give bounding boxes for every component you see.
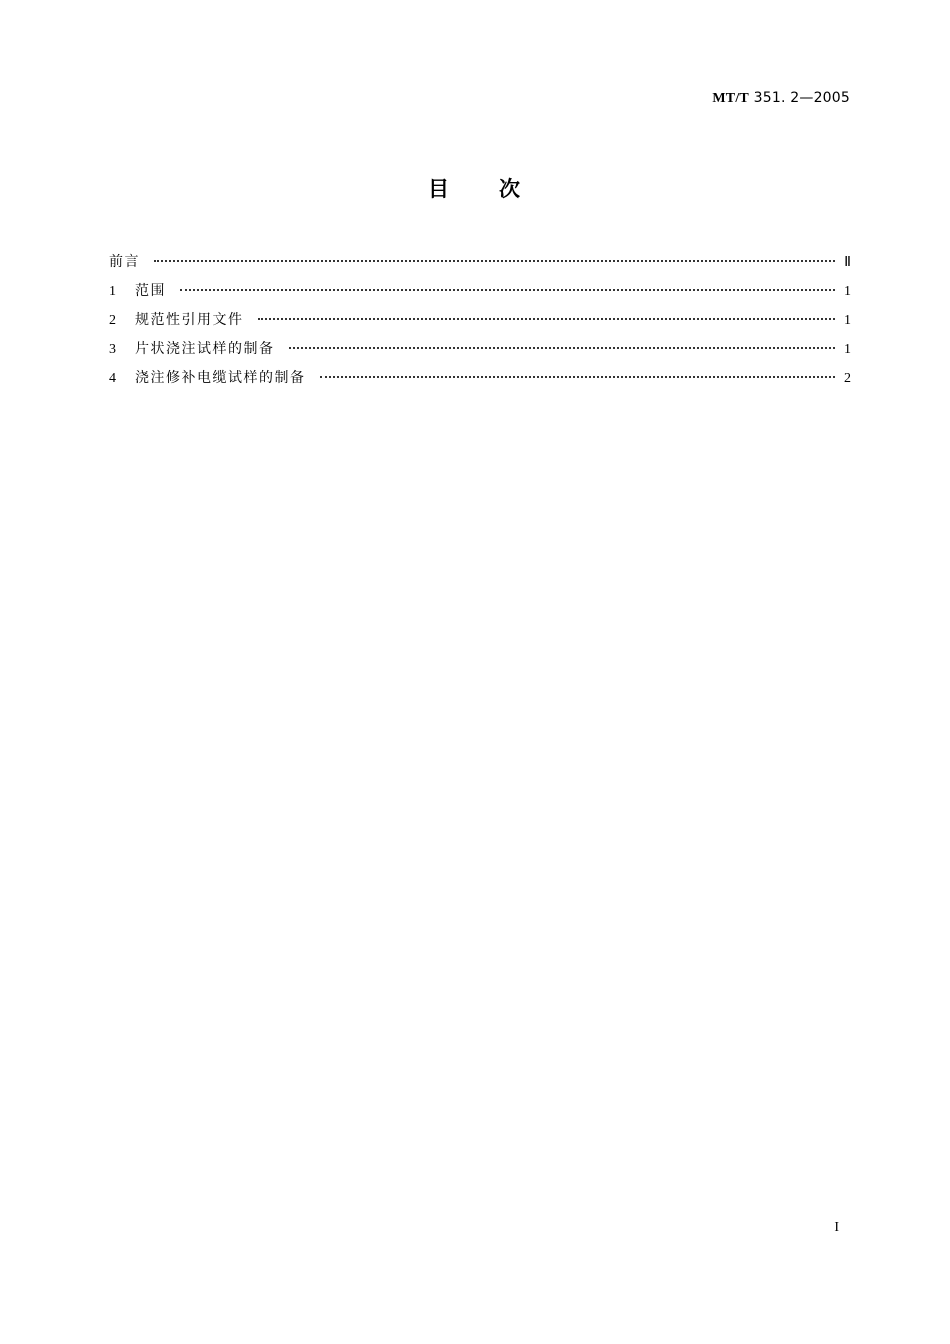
toc-entry-title: 规范性引用文件 bbox=[135, 312, 244, 328]
standard-code: 351. 2—2005 bbox=[753, 90, 850, 106]
table-of-contents bbox=[109, 252, 851, 397]
toc-entry-number: 2 bbox=[109, 313, 116, 328]
toc-entry-page: 1 bbox=[844, 313, 851, 328]
toc-entry-number: 4 bbox=[109, 371, 116, 386]
toc-entry-page: 2 bbox=[844, 371, 851, 386]
dot-leader bbox=[180, 289, 835, 291]
toc-entry-cable-repair-sample[interactable] bbox=[109, 368, 851, 397]
toc-entry-normative-references[interactable] bbox=[109, 310, 851, 339]
toc-entry-number: 1 bbox=[109, 284, 116, 299]
toc-entry-number: 3 bbox=[109, 342, 116, 357]
toc-entry-scope[interactable] bbox=[109, 281, 851, 310]
toc-entry-title: 浇注修补电缆试样的制备 bbox=[135, 370, 306, 386]
page-number: I bbox=[834, 1220, 839, 1235]
dot-leader bbox=[289, 347, 836, 349]
dot-leader bbox=[154, 260, 835, 262]
dot-leader bbox=[258, 318, 836, 320]
toc-entry-page: Ⅱ bbox=[844, 255, 851, 270]
toc-entry-title: 范围 bbox=[135, 283, 166, 299]
page-title bbox=[0, 173, 950, 203]
dot-leader bbox=[320, 376, 836, 378]
title-char-2: 次 bbox=[499, 177, 522, 201]
standard-prefix: MT/T bbox=[712, 91, 749, 106]
toc-entry-sheet-sample[interactable] bbox=[109, 339, 851, 368]
title-char-1: 目 bbox=[428, 177, 451, 201]
toc-entry-foreword[interactable] bbox=[109, 252, 851, 281]
toc-entry-page: 1 bbox=[844, 284, 851, 299]
toc-entry-page: 1 bbox=[844, 342, 851, 357]
toc-entry-title: 前言 bbox=[109, 254, 140, 270]
toc-entry-title: 片状浇注试样的制备 bbox=[135, 341, 275, 357]
standard-number bbox=[712, 90, 850, 107]
